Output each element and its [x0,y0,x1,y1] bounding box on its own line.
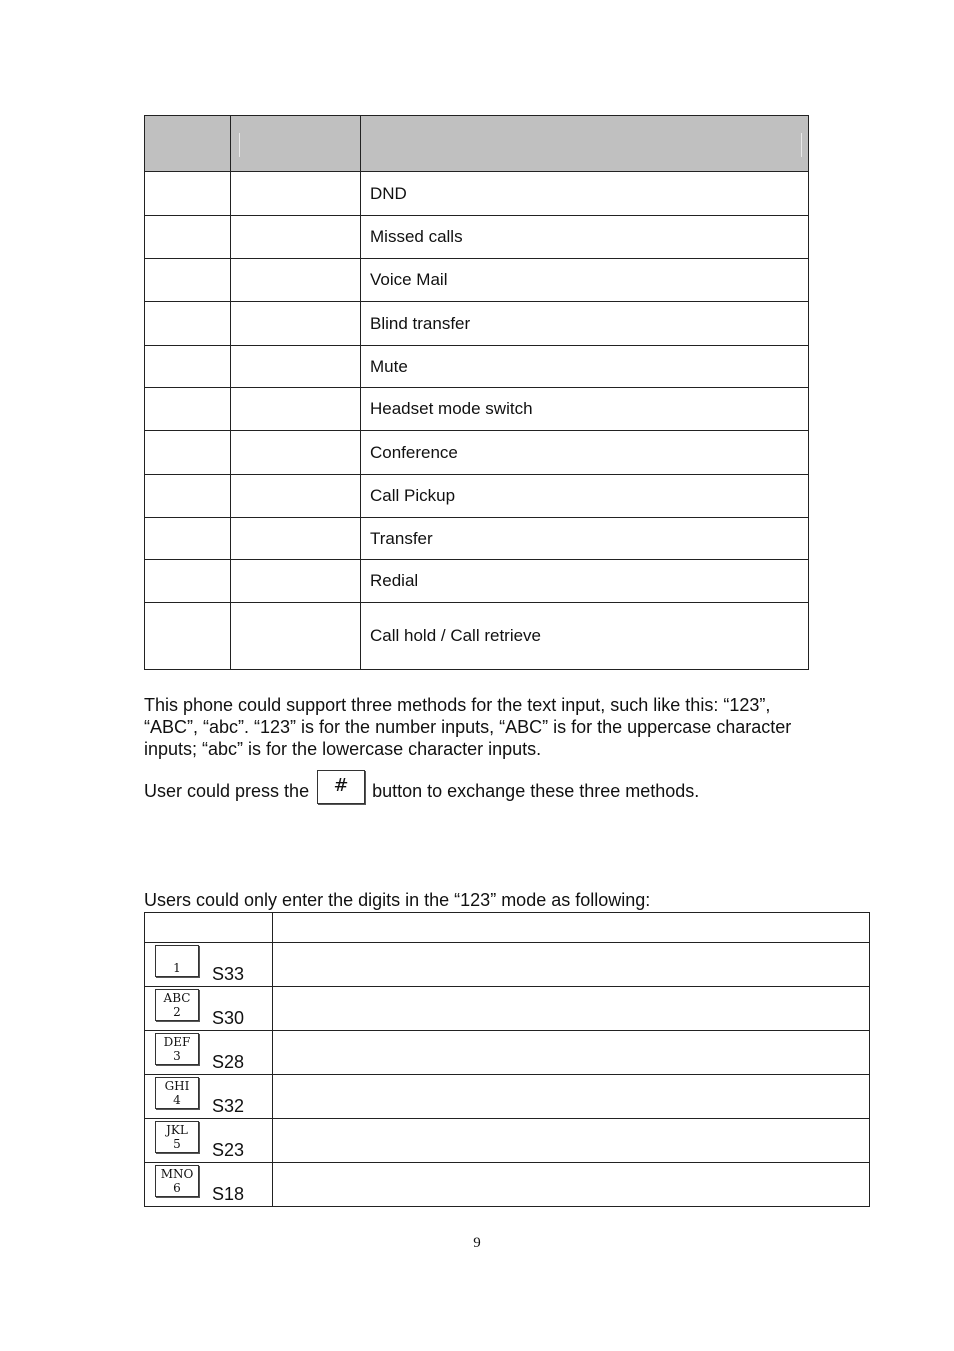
function-label: Call hold / Call retrieve [361,603,809,670]
function-label: DND [361,172,809,216]
key-1-icon: 1 [155,945,199,977]
table-row [145,172,809,216]
key-code: S23 [212,1140,245,1160]
function-label: Blind transfer [361,302,809,346]
digit-key-table [144,912,870,1207]
function-label: Headset mode switch [361,388,809,431]
key-2-icon: ABC 2 [155,989,199,1021]
digits-mode-paragraph: Users could only enter the digits in the “123” mode as following: [144,890,651,910]
header-cell [231,116,361,172]
function-label: Missed calls [361,216,809,259]
key-code: S28 [212,1052,245,1072]
table-row [145,987,870,1031]
table-row [145,1075,870,1119]
table-row [145,216,809,259]
hash-key-icon: # [317,770,365,804]
header-cell [145,116,231,172]
table-header-row [145,913,870,943]
table-row [145,259,809,302]
table-row [145,431,809,475]
exchange-text-before: User could press the [144,781,310,801]
key-3-icon: DEF 3 [155,1033,199,1065]
table-row [145,518,809,560]
table-row [145,1163,870,1207]
table-row [145,943,870,987]
header-cell [361,116,809,172]
key-code: S32 [212,1096,245,1116]
table-row [145,603,809,670]
key-code: S33 [212,964,245,984]
function-label: Call Pickup [361,475,809,518]
table-row [145,388,809,431]
exchange-text-after: button to exchange these three methods. [372,781,700,801]
function-label: Voice Mail [361,259,809,302]
key-6-icon: MNO 6 [155,1165,199,1197]
table-header-row [145,116,809,172]
exchange-methods-paragraph [144,775,824,816]
function-label: Mute [361,346,809,388]
function-key-table [144,115,809,670]
page-number: 9 [473,1235,481,1251]
table-row [145,1031,870,1075]
table-row [145,302,809,346]
key-5-icon: JKL 5 [155,1121,199,1153]
key-code: S30 [212,1008,245,1028]
table-row [145,475,809,518]
input-methods-paragraph: This phone could support three methods for the text input, such like this: “123”, “ABC”, “abc”. “123” is for the number inputs, “ABC” is for the uppercase character inputs; “abc” is for the lowercase character inputs. [144,695,792,759]
key-code: S18 [212,1184,245,1204]
function-label: Transfer [361,518,809,560]
function-label: Conference [361,431,809,475]
table-row [145,346,809,388]
table-row [145,560,809,603]
key-4-icon: GHI 4 [155,1077,199,1109]
function-label: Redial [361,560,809,603]
table-row [145,1119,870,1163]
